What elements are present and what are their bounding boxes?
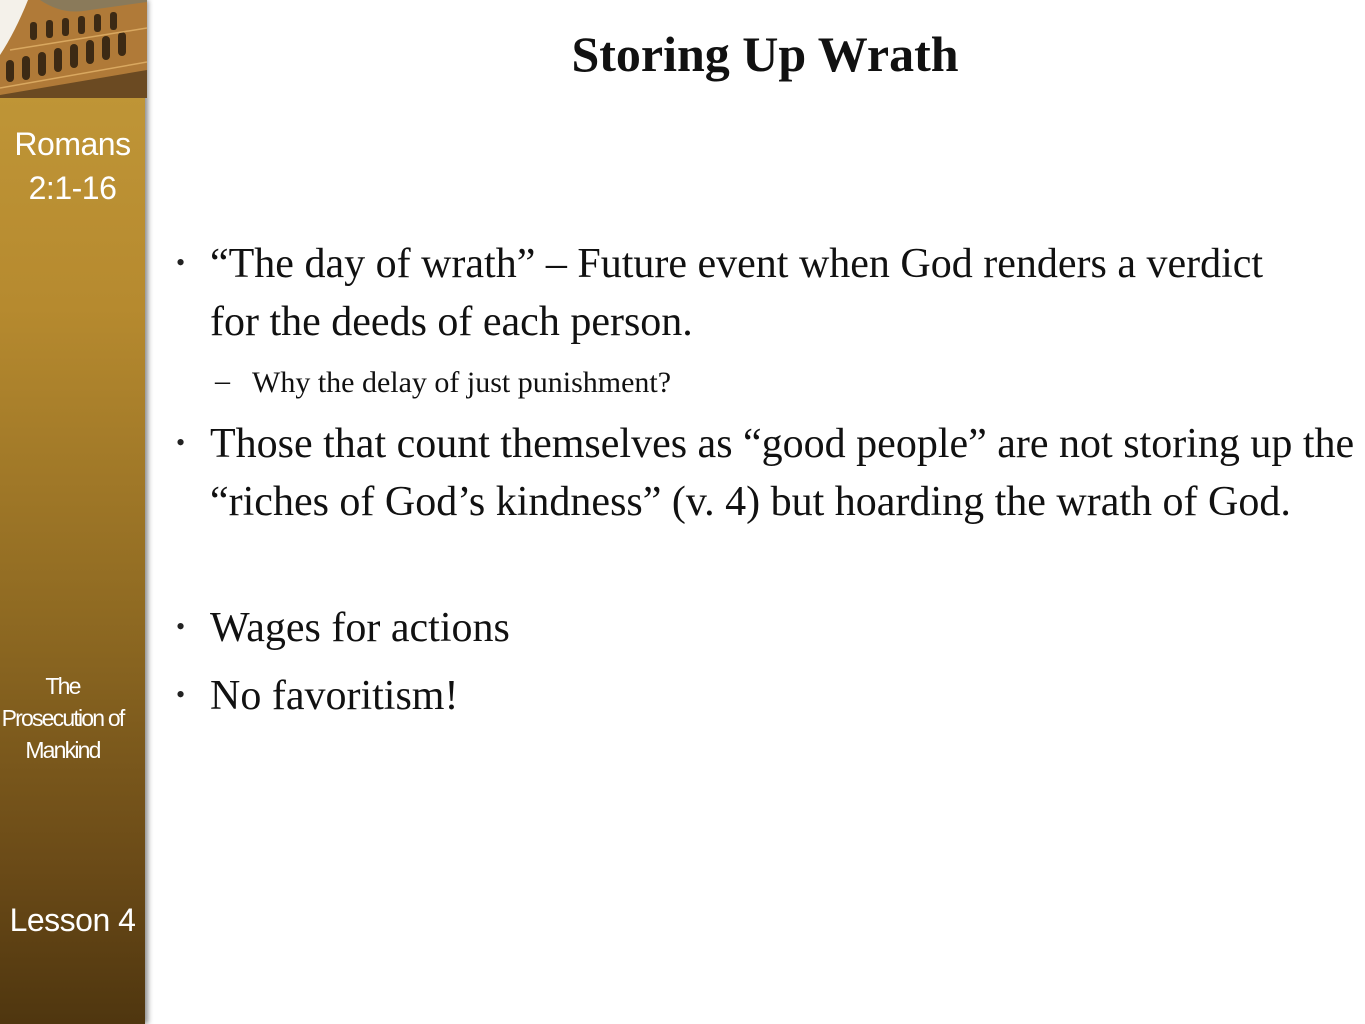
series-title: The Prosecution of Mankind [1, 673, 124, 763]
bullet-dot-icon: • [176, 248, 186, 277]
dash-icon: – [215, 364, 230, 397]
colosseum-image [0, 0, 147, 98]
lesson-label: Lesson 4 [9, 902, 136, 938]
slide-title: Storing Up Wrath [571, 26, 959, 82]
bullet-item: Those that count themselves as “good people” are not storing up the “riches of God’s kindness” (v. 4) but hoarding the wrath of God. [210, 421, 1355, 525]
course-title: Romans 2:1-16 [14, 126, 131, 206]
bullet-dot-icon: • [176, 680, 186, 709]
sub-bullet-item: Why the delay of just punishment? [252, 366, 672, 399]
sidebar [0, 0, 145, 1024]
bullet-item: Wages for actions [210, 605, 510, 651]
bullet-item: “The day of wrath” – Future event when God renders a verdict for the deeds of each person. [210, 241, 1264, 345]
bullet-dot-icon: • [176, 428, 186, 457]
bullet-dot-icon: • [176, 612, 186, 641]
bullet-item: No favoritism! [210, 673, 459, 719]
